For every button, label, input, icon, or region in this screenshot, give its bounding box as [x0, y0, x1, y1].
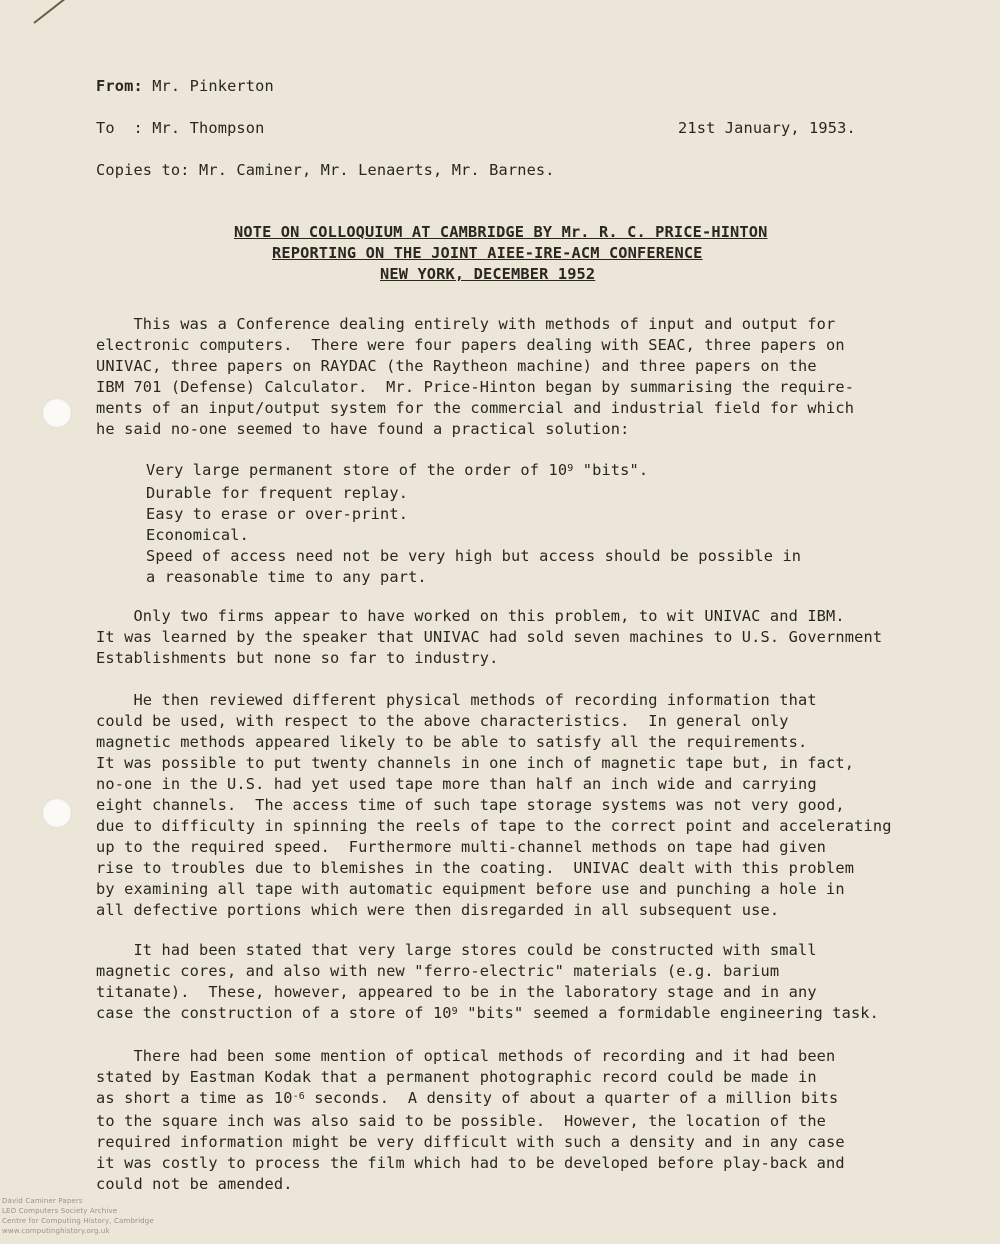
from-value: Mr. Pinkerton: [152, 77, 274, 95]
paragraph-2: [96, 606, 956, 669]
para3-line: eight channels. The access time of such tape storage systems was not very good,: [96, 796, 845, 814]
copies-line: [96, 160, 555, 181]
para5-line: it was costly to process the film which had to be developed before play-back and: [96, 1154, 845, 1172]
paragraph-1: [96, 314, 956, 440]
para4-line: magnetic cores, and also with new "ferro-electric" materials (e.g. barium: [96, 962, 780, 980]
requirement-item: Easy to erase or over-print.: [146, 505, 409, 523]
para4-text: case the construction of a store of 10: [96, 1004, 452, 1022]
requirement-item: Economical.: [146, 526, 249, 544]
punch-hole-bottom: [42, 798, 72, 828]
para3-line: could be used, with respect to the above characteristics. In general only: [96, 712, 789, 730]
para5-exponent: -6: [292, 1091, 305, 1102]
para4-exponent: 9: [451, 1006, 458, 1017]
para1-line: This was a Conference dealing entirely with methods of input and output for: [96, 315, 836, 333]
copies-value: Mr. Caminer, Mr. Lenaerts, Mr. Barnes.: [198, 161, 555, 179]
para1-line: UNIVAC, three papers on RAYDAC (the Raytheon machine) and three papers on the: [96, 357, 817, 375]
para4-line: It had been stated that very large stores could be constructed with small: [96, 941, 817, 959]
title-line-3: NEW YORK, DECEMBER 1952: [380, 265, 596, 283]
title-line-2: REPORTING ON THE JOINT AIEE-IRE-ACM CONFERENCE: [272, 244, 703, 262]
req1-exponent: 9: [567, 463, 574, 474]
archive-footer: [2, 1196, 154, 1236]
para1-line: electronic computers. There were four papers dealing with SEAC, three papers on: [96, 336, 845, 354]
para5-text-end: seconds. A density of about a quarter of a million bits: [304, 1089, 839, 1107]
to-value: Mr. Thompson: [152, 119, 265, 137]
para4-line: titanate). These, however, appeared to be in the laboratory stage and in any: [96, 983, 817, 1001]
footer-line: LEO Computers Society Archive: [2, 1207, 118, 1215]
para5-line: to the square inch was also said to be possible. However, the location of the: [96, 1112, 827, 1130]
memo-date: 21st January, 1953.: [678, 119, 856, 137]
para2-line: It was learned by the speaker that UNIVAC had sold seven machines to U.S. Government: [96, 628, 883, 646]
requirements-list: [146, 460, 906, 588]
pen-mark: [33, 0, 66, 24]
para5-line: There had been some mention of optical methods of recording and it had been: [96, 1047, 836, 1065]
para1-line: ments of an input/output system for the commercial and industrial field for which: [96, 399, 855, 417]
para5-line: [96, 1088, 956, 1111]
para3-line: by examining all tape with automatic equipment before use and punching a hole in: [96, 880, 845, 898]
para3-line: rise to troubles due to blemishes in the coating. UNIVAC dealt with this problem: [96, 859, 855, 877]
paragraph-5: [96, 1046, 956, 1195]
requirement-item: Durable for frequent replay.: [146, 484, 409, 502]
para4-text-end: "bits" seemed a formidable engineering task.: [457, 1004, 880, 1022]
para3-line: up to the required speed. Furthermore multi-channel methods on tape had given: [96, 838, 827, 856]
para3-line: due to difficulty in spinning the reels of tape to the correct point and accelerating: [96, 817, 892, 835]
para3-line: It was possible to put twenty channels in one inch of magnetic tape but, in fact,: [96, 754, 855, 772]
paragraph-3: [96, 690, 956, 921]
req1-text: Very large permanent store of the order of 10: [146, 461, 568, 479]
requirement-item: a reasonable time to any part.: [146, 568, 427, 586]
para5-line: could not be amended.: [96, 1175, 293, 1193]
footer-line: Centre for Computing History, Cambridge: [2, 1217, 154, 1225]
title-line-1: NOTE ON COLLOQUIUM AT CAMBRIDGE BY Mr. R. C. PRICE-HINTON: [234, 223, 768, 241]
from-line: [96, 76, 274, 97]
requirement-item: Speed of access need not be very high but access should be possible in: [146, 547, 802, 565]
para3-line: no-one in the U.S. had yet used tape more than half an inch wide and carrying: [96, 775, 817, 793]
req1-unit: "bits".: [573, 461, 649, 479]
requirement-item: [146, 460, 906, 483]
to-line: [96, 118, 265, 139]
para1-line: he said no-one seemed to have found a practical solution:: [96, 420, 630, 438]
footer-line: David Caminer Papers: [2, 1197, 83, 1205]
para2-line: Only two firms appear to have worked on this problem, to wit UNIVAC and IBM.: [96, 607, 845, 625]
para3-line: He then reviewed different physical methods of recording information that: [96, 691, 817, 709]
para5-text: as short a time as 10: [96, 1089, 293, 1107]
paragraph-4: [96, 940, 956, 1026]
copies-label: Copies to:: [96, 161, 190, 179]
to-label: To :: [96, 119, 143, 137]
para1-line: IBM 701 (Defense) Calculator. Mr. Price-Hinton began by summarising the require-: [96, 378, 855, 396]
punch-hole-top: [42, 398, 72, 428]
para5-line: required information might be very difficult with such a density and in any case: [96, 1133, 845, 1151]
footer-line: www.computinghistory.org.uk: [2, 1227, 110, 1235]
para2-line: Establishments but none so far to industry.: [96, 649, 499, 667]
para3-line: magnetic methods appeared likely to be able to satisfy all the requirements.: [96, 733, 808, 751]
para5-line: stated by Eastman Kodak that a permanent photographic record could be made in: [96, 1068, 817, 1086]
from-label: From:: [96, 77, 143, 95]
para3-line: all defective portions which were then disregarded in all subsequent use.: [96, 901, 780, 919]
para4-line: [96, 1003, 956, 1026]
